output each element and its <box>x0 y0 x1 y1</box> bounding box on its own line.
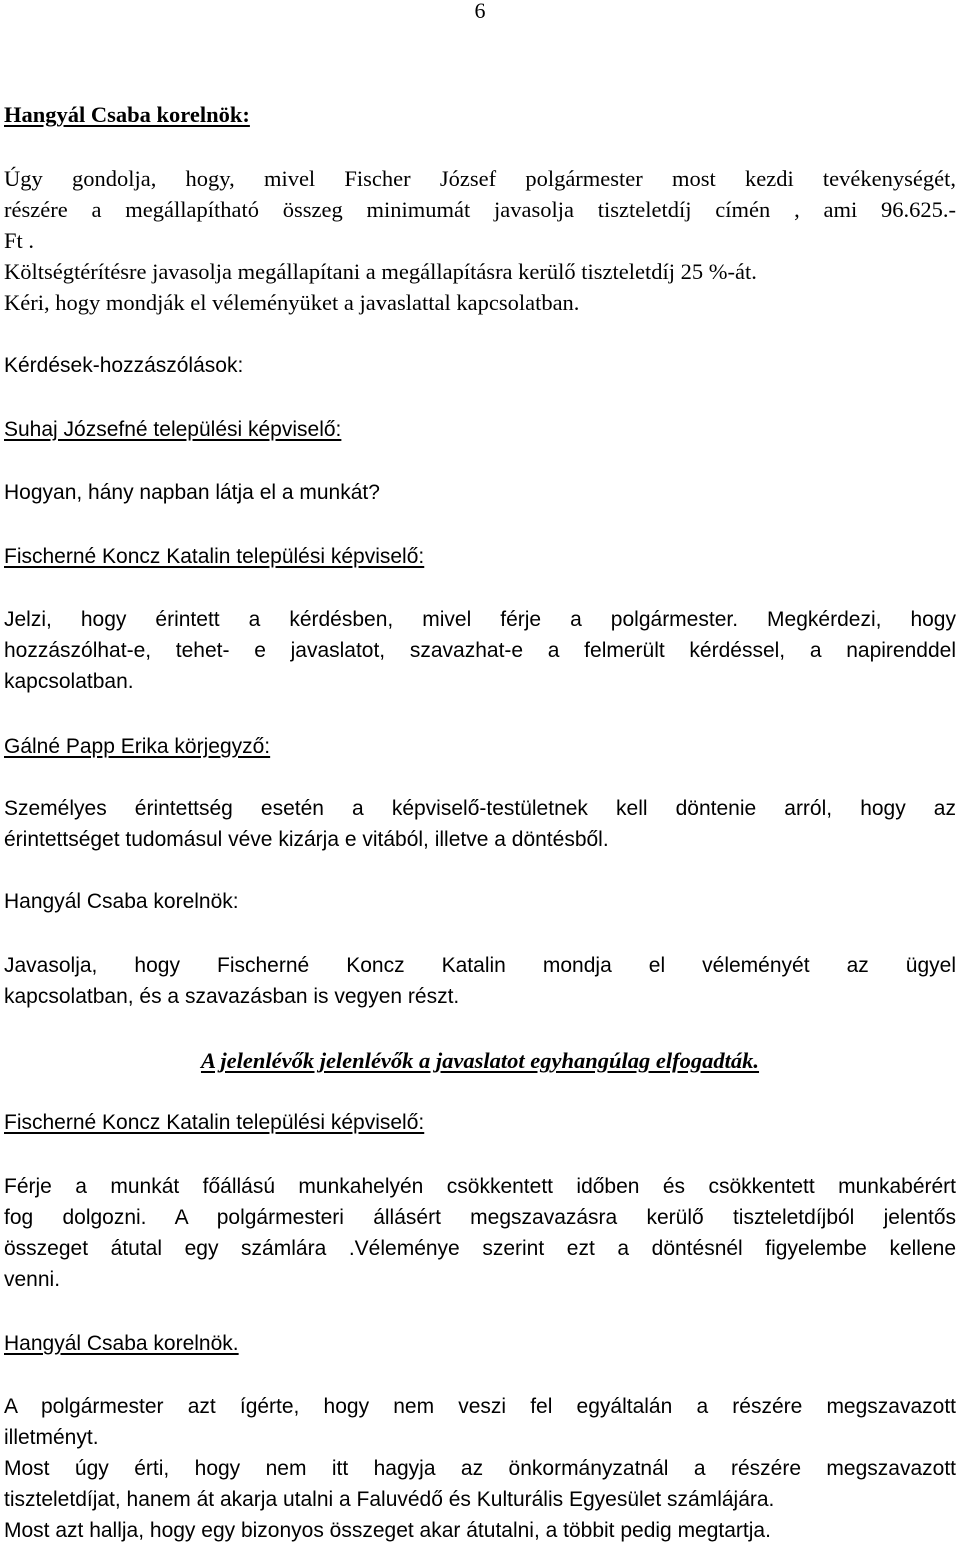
paragraph-proposal <box>4 163 956 318</box>
text-line: összeget átutal egy számlára .Véleménye szerint ezt a döntésnél figyelembe kellene <box>4 1237 956 1260</box>
paragraph-notary <box>4 793 956 855</box>
speaker-heading: Gálné Papp Erika körjegyző: <box>4 735 271 758</box>
text-line: Kéri, hogy mondják el véleményüket a javaslattal kapcsolatban. <box>4 290 580 315</box>
text-line: Férje a munkát főállású munkahelyén csökkentett időben és csökkentett munkabérért <box>4 1175 956 1198</box>
text-line: Most azt hallja, hogy egy bizonyos összeget akar átutalni, a többit pedig megtartja. <box>4 1519 771 1542</box>
text-line: venni. <box>4 1268 61 1291</box>
speaker-heading: Hangyál Csaba korelnök. <box>4 1332 239 1355</box>
speaker-heading: Hangyál Csaba korelnök: <box>4 890 239 913</box>
paragraph-chair <box>4 1391 956 1546</box>
paragraph-proposal-2 <box>4 950 956 1012</box>
text-line: Úgy gondolja, hogy, mivel Fischer József polgármester most kezdi tevékenységét, <box>4 166 956 191</box>
text-line: érintettséget tudomásul véve kizárja e vitából, illetve a döntésből. <box>4 828 609 851</box>
text-line: tiszteletdíjat, hanem át akarja utalni a Faluvédő és Kulturális Egyesület számlájára. <box>4 1488 775 1511</box>
text-line: kapcsolatban, és a szavazásban is vegyen részt. <box>4 985 460 1008</box>
text-line: fog dolgozni. A polgármesteri állásért megszavazásra kerülő tiszteletdíjból jelentős <box>4 1206 956 1229</box>
text-line: Jelzi, hogy érintett a kérdésben, mivel férje a polgármester. Megkérdezi, hogy <box>4 608 956 631</box>
page-number: 6 <box>474 0 486 23</box>
section-heading: Kérdések-hozzászólások: <box>4 354 244 377</box>
paragraph-statement-2 <box>4 1171 956 1295</box>
text-line: Ft . <box>4 228 35 253</box>
text-line: kapcsolatban. <box>4 670 134 693</box>
decision-statement: A jelenlévők jelenlévők a javaslatot egyhangúlag elfogadták. <box>200 1048 760 1073</box>
paragraph-question: Hogyan, hány napban látja el a munkát? <box>4 481 380 504</box>
speaker-heading: Fischerné Koncz Katalin települési képviselő: <box>4 1111 425 1134</box>
text-line: Most úgy érti, hogy nem itt hagyja az önkormányzatnál a részére megszavazott <box>4 1457 956 1480</box>
text-line: Személyes érintettség esetén a képviselő-testületnek kell döntenie arról, hogy az <box>4 797 956 820</box>
text-line: illetményt. <box>4 1426 99 1449</box>
paragraph-statement <box>4 604 956 697</box>
text-line: A polgármester azt ígérte, hogy nem veszi fel egyáltalán a részére megszavazott <box>4 1395 956 1418</box>
text-line: hozzászólhat-e, tehet- e javaslatot, szavazhat-e a felmerült kérdéssel, a napirenddel <box>4 639 956 662</box>
text-line: részére a megállapítható összeg minimumát javasolja tiszteletdíj címén , ami 96.625.- <box>4 197 956 222</box>
speaker-heading: Fischerné Koncz Katalin települési képviselő: <box>4 545 425 568</box>
text-line: Javasolja, hogy Fischerné Koncz Katalin mondja el véleményét az ügyel <box>4 954 956 977</box>
speaker-heading: Suhaj Józsefné települési képviselő: <box>4 418 342 441</box>
speaker-heading: Hangyál Csaba korelnök: <box>4 102 250 127</box>
text-line: Költségtérítésre javasolja megállapítani a megállapításra kerülő tiszteletdíj 25 %-át. <box>4 259 757 284</box>
